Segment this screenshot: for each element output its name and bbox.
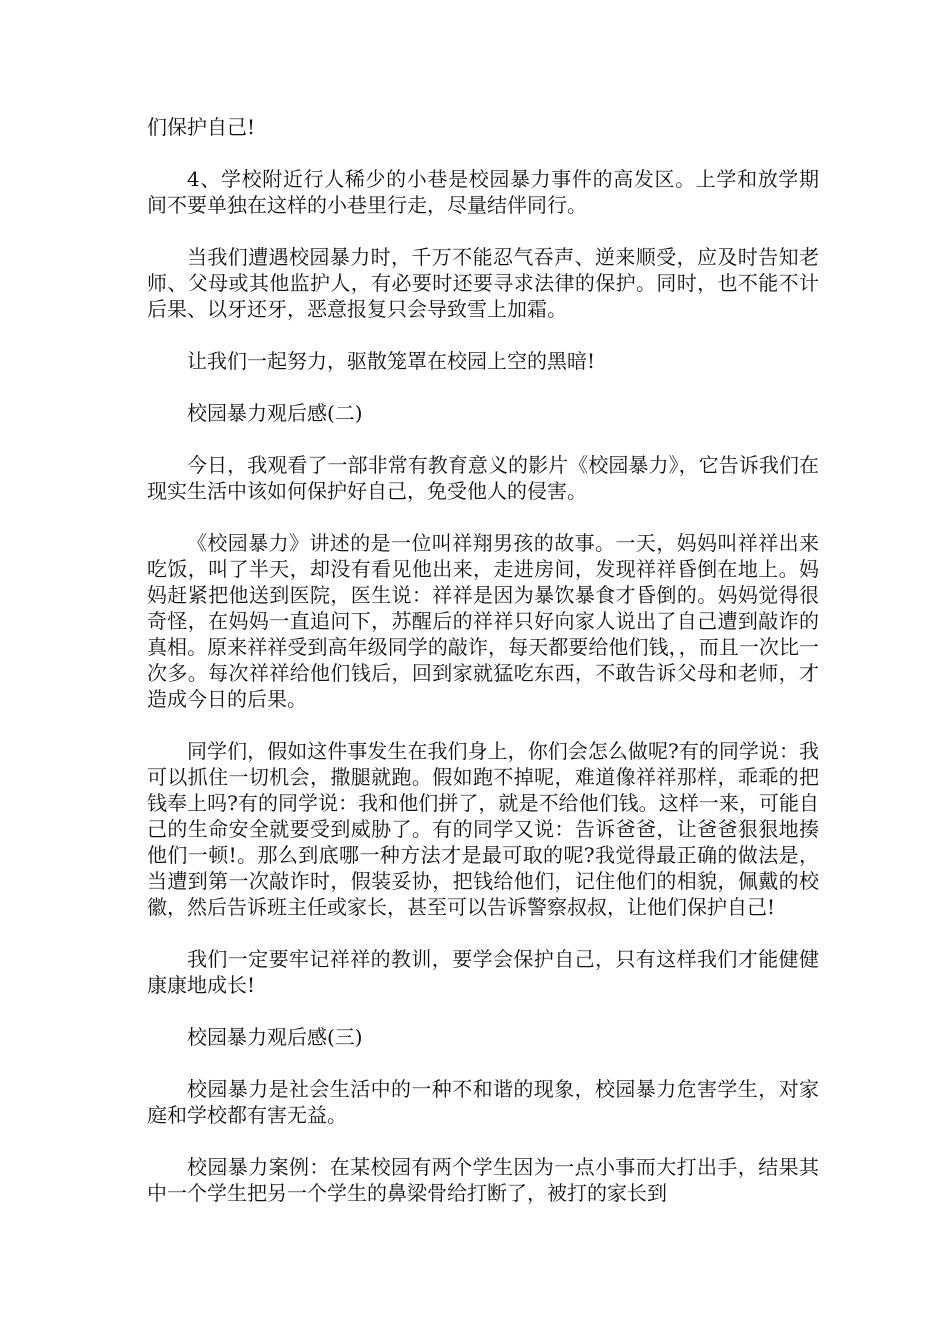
paragraph-advice: 当我们遭遇校园暴力时，千万不能忍气吞声、逆来顺受，应及时告知老师、父母或其他监护人，有必要时还要寻求法律的保护。同时，也不能不计后果、以牙还牙，恶意报复只会导致雪上加霜。 — [147, 245, 819, 321]
paragraph-story: 《校园暴力》讲述的是一位叫祥翔男孩的故事。一天，妈妈叫祥祥出来吃饭，叫了半天，却没有看见他出来，走进房间，发现祥祥昏倒在地上。妈妈赶紧把他送到医院，医生说：祥祥是因为暴饮暴食才昏倒的。妈妈觉得很奇怪，在妈妈一直追问下，苏醒后的祥祥只好向家人说出了自己遭到敲诈的真相。原来祥祥受到高年级同学的敲诈，每天都要给他们钱，，而且一次比一次多。每次祥祥给他们钱后，回到家就猛吃东西，不敢告诉父母和老师，才造成今日的后果。 — [147, 531, 819, 711]
paragraph-continuation: 们保护自己! — [147, 115, 256, 139]
paragraph-case: 校园暴力案例：在某校园有两个学生因为一点小事而大打出手，结果其中一个学生把另一个学生的鼻梁骨给打断了，被打的家长到 — [147, 1155, 819, 1205]
paragraph-tip-4: 4、学校附近行人稀少的小巷是校园暴力事件的高发区。上学和放学期间不要单独在这样的小巷里行走，尽量结伴同行。 — [147, 167, 819, 217]
section-heading-3: 校园暴力观后感(三) — [187, 1025, 363, 1049]
paragraph-conclusion: 我们一定要牢记祥祥的教训，要学会保护自己，只有这样我们才能健健康康地成长! — [147, 947, 819, 997]
paragraph-definition: 校园暴力是社会生活中的一种不和谐的现象，校园暴力危害学生，对家庭和学校都有害无益。 — [147, 1077, 819, 1127]
paragraph-intro: 今日，我观看了一部非常有教育意义的影片《校园暴力》，它告诉我们在现实生活中该如何保护好自己，免受他人的侵害。 — [147, 453, 819, 503]
paragraph-call-to-action: 让我们一起努力，驱散笼罩在校园上空的黑暗! — [187, 349, 596, 373]
section-heading-2: 校园暴力观后感(二) — [187, 401, 363, 425]
paragraph-discussion: 同学们，假如这件事发生在我们身上，你们会怎么做呢?有的同学说：我可以抓住一切机会，撒腿就跑。假如跑不掉呢，难道像祥祥那样，乖乖的把钱奉上吗?有的同学说：我和他们拼了，就是不给他们钱。这样一来，可能自己的生命安全就要受到威胁了。有的同学又说：告诉爸爸，让爸爸狠狠地揍他们一顿!。那么到底哪一种方法才是最可取的呢?我觉得最正确的做法是，当遭到第一次敲诈时，假装妥协，把钱给他们，记住他们的相貌，佩戴的校徽，然后告诉班主任或家长，甚至可以告诉警察叔叔，让他们保护自己! — [147, 739, 819, 919]
document-body — [147, 114, 819, 1232]
